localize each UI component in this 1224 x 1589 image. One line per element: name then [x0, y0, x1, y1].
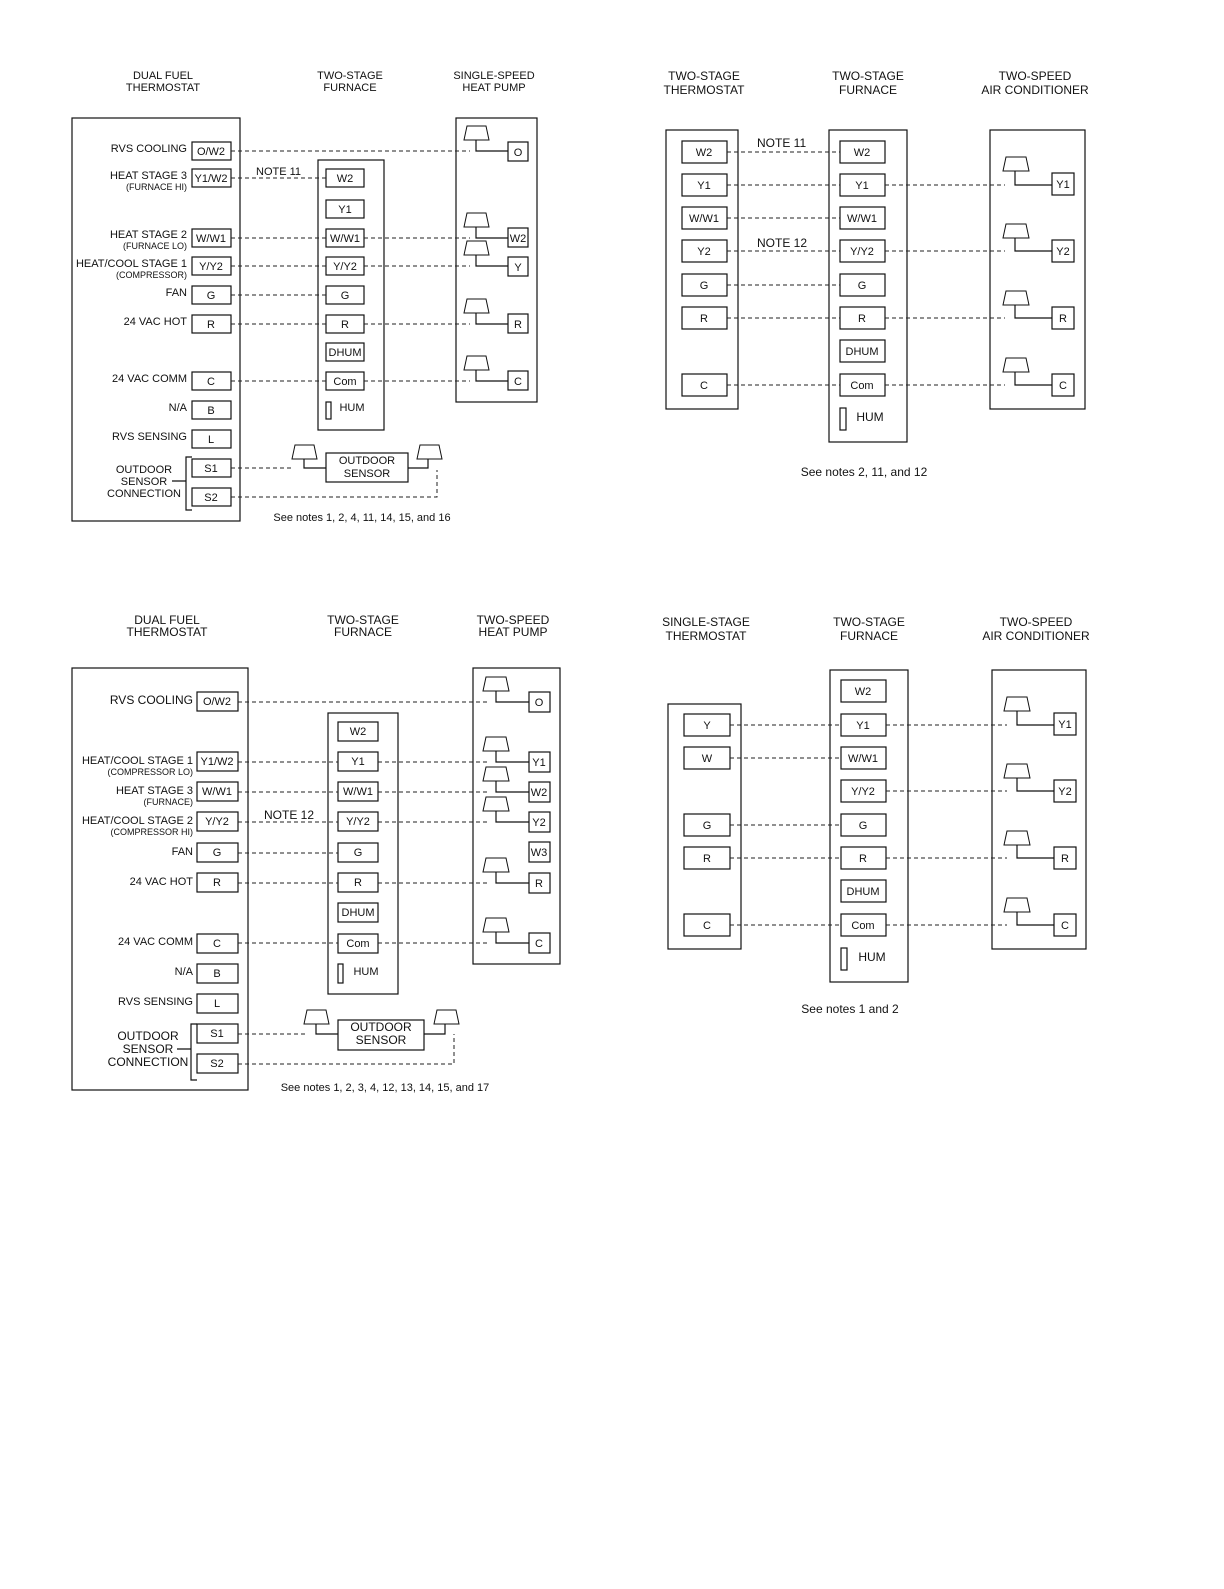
svg-text:R: R	[858, 313, 866, 325]
d1-outdoor-sensor-conn-3: CONNECTION	[107, 488, 181, 500]
svg-text:W2: W2	[336, 173, 354, 185]
svg-text:G: G	[340, 290, 350, 302]
d3-label-na: N/A	[174, 966, 193, 978]
d3-sublabel-furnace: (FURNACE)	[143, 797, 193, 807]
svg-text:Y2: Y2	[697, 246, 711, 258]
d3-connector-r	[483, 858, 529, 883]
d3-thermostat-terminal-c	[197, 934, 238, 953]
d1-furnace-title-1: TWO-STAGE	[317, 70, 383, 82]
d1-furnace-terminal-ww1	[326, 229, 364, 247]
svg-text:G: G	[353, 847, 363, 859]
d2-thermostat-title-2: THERMOSTAT	[663, 83, 745, 97]
svg-text:W/W1: W/W1	[330, 233, 360, 245]
d3-label-fan: FAN	[171, 846, 193, 858]
d2-thermostat-terminal-ww1	[682, 207, 727, 229]
d2-hum-terminal-bar	[840, 408, 846, 430]
d3-sensor-connector-right	[424, 1010, 459, 1034]
svg-text:Y: Y	[703, 720, 711, 732]
svg-text:C: C	[207, 376, 215, 388]
svg-text:DHUM: DHUM	[846, 886, 880, 898]
d2-furnace-terminal-r	[840, 307, 885, 329]
svg-text:Com: Com	[850, 380, 874, 392]
d3-note-12: NOTE 12	[264, 808, 315, 822]
d2-furnace-terminal-yy2	[840, 240, 885, 262]
d2-furnace-terminal-com	[840, 374, 885, 396]
d3-sublabel-compressor-lo: (COMPRESSOR LO)	[107, 767, 193, 777]
d2-notes-text: See notes 2, 11, and 12	[800, 465, 928, 479]
d4-thermostat-terminal-w	[684, 747, 730, 769]
d3-connector-w2	[483, 767, 529, 792]
d3-furnace-title-1: TWO-STAGE	[327, 613, 399, 627]
d2-note-11: NOTE 11	[757, 136, 807, 150]
svg-text:Y1: Y1	[351, 756, 365, 768]
svg-text:G: G	[702, 820, 712, 832]
d3-thermostat-terminal-s2	[197, 1054, 238, 1073]
d1-sublabel-furnace-lo: (FURNACE LO)	[122, 241, 187, 251]
d3-outdoor-sensor-text-1: OUTDOOR	[350, 1020, 412, 1034]
d3-label-heat-cool-stage-2: HEAT/COOL STAGE 2	[81, 815, 193, 827]
d4-furnace-title-1: TWO-STAGE	[833, 615, 905, 629]
svg-text:Y1: Y1	[1058, 719, 1072, 731]
d3-furnace-terminal-ww1	[338, 782, 378, 801]
d1-outdoor-terminal-c	[508, 371, 528, 390]
d1-outdoor-terminal-r	[508, 314, 528, 333]
d4-outdoor-terminal-y1	[1054, 713, 1076, 735]
d1-note-11: NOTE 11	[256, 166, 302, 178]
svg-text:Y1/W2: Y1/W2	[194, 173, 228, 185]
svg-text:Y1: Y1	[697, 180, 711, 192]
d4-hum-label: HUM	[858, 950, 886, 964]
svg-text:O/W2: O/W2	[202, 696, 232, 708]
d1-label-heat-stage-2: HEAT STAGE 2	[109, 229, 187, 241]
d3-connector-o	[483, 677, 529, 702]
svg-text:S2: S2	[204, 492, 218, 504]
d1-label-24vac-comm: 24 VAC COMM	[112, 373, 187, 385]
d4-furnace-terminal-yy2	[841, 780, 886, 802]
svg-text:W2: W2	[853, 147, 871, 159]
d3-label-heat-cool-stage-1: HEAT/COOL STAGE 1	[81, 755, 193, 767]
d2-outdoor-terminal-c	[1052, 374, 1074, 396]
svg-text:W/W1: W/W1	[196, 233, 226, 245]
svg-text:R: R	[354, 877, 362, 889]
svg-text:W3: W3	[530, 847, 548, 859]
diagram-single-stage-thermostat-ac	[662, 615, 1090, 1016]
svg-text:Com: Com	[346, 938, 370, 950]
d2-furnace-terminal-g	[840, 274, 885, 296]
svg-text:Com: Com	[851, 920, 875, 932]
diagram-dual-fuel-two-speed-hp	[72, 613, 560, 1094]
svg-text:C: C	[535, 938, 543, 950]
d4-furnace-terminal-com	[841, 914, 886, 936]
svg-text:DHUM: DHUM	[341, 907, 375, 919]
d4-thermostat-terminal-c	[684, 914, 730, 936]
d3-label-rvs-sensing: RVS SENSING	[118, 996, 193, 1008]
svg-text:W/W1: W/W1	[847, 213, 877, 225]
svg-text:C: C	[700, 380, 708, 392]
d1-connector-w2	[464, 213, 508, 238]
d1-thermostat-terminal-r	[192, 315, 231, 333]
d1-outdoor-title-2: HEAT PUMP	[462, 82, 526, 94]
svg-text:W2: W2	[349, 726, 367, 738]
d4-thermostat-terminal-y	[684, 714, 730, 736]
d1-hum-terminal-bar	[326, 402, 331, 419]
d3-label-heat-stage-3: HEAT STAGE 3	[115, 785, 193, 797]
d1-hum-label: HUM	[339, 402, 365, 414]
d1-furnace-terminal-r	[326, 315, 364, 333]
d3-notes-text: See notes 1, 2, 3, 4, 12, 13, 14, 15, and 17	[280, 1082, 490, 1094]
d2-outdoor-terminal-r	[1052, 307, 1074, 329]
d3-outdoor-terminal-o	[529, 692, 550, 712]
svg-text:Y1/W2: Y1/W2	[200, 756, 234, 768]
svg-text:R: R	[341, 319, 349, 331]
d1-label-na: N/A	[168, 402, 187, 414]
d4-outdoor-terminal-r	[1054, 847, 1076, 869]
d1-outdoor-title-1: SINGLE-SPEED	[453, 70, 535, 82]
d2-furnace-terminal-w2	[840, 141, 885, 163]
d1-furnace-terminal-g	[326, 286, 364, 304]
svg-text:L: L	[207, 434, 215, 446]
svg-text:G: G	[212, 847, 222, 859]
d3-thermostat-terminal-ww1	[197, 782, 238, 801]
diagram-two-stage-thermostat-ac	[664, 69, 1089, 479]
d3-sensor-connector-left	[304, 1010, 338, 1034]
d2-thermostat-terminal-g	[682, 274, 727, 296]
d3-thermostat-terminal-yy2	[197, 812, 238, 831]
d4-furnace-terminal-ww1	[841, 747, 886, 769]
d4-outdoor-title-2: AIR CONDITIONER	[982, 629, 1090, 643]
d4-furnace-terminal-dhum	[841, 880, 886, 902]
svg-text:R: R	[1059, 313, 1067, 325]
d4-thermostat-title-1: SINGLE-STAGE	[662, 615, 750, 629]
d1-label-rvs-sensing: RVS SENSING	[112, 431, 187, 443]
d2-outdoor-title-1: TWO-SPEED	[998, 69, 1072, 83]
svg-text:O: O	[513, 147, 523, 159]
d2-hum-label: HUM	[856, 410, 884, 424]
d3-outdoor-title-1: TWO-SPEED	[476, 613, 550, 627]
d1-furnace-title-2: FURNACE	[323, 82, 377, 94]
svg-text:Y1: Y1	[856, 720, 870, 732]
svg-text:Y1: Y1	[532, 757, 546, 769]
svg-text:Y1: Y1	[1056, 179, 1070, 191]
d4-furnace-terminal-g	[841, 814, 886, 836]
d3-furnace-terminal-dhum	[338, 903, 378, 922]
svg-text:G: G	[857, 280, 867, 292]
svg-text:R: R	[207, 319, 215, 331]
d2-note-12: NOTE 12	[757, 236, 808, 250]
d1-sensor-connector-left	[292, 445, 326, 468]
svg-text:Y/Y2: Y/Y2	[851, 786, 875, 798]
d1-outdoor-sensor-conn-1: OUTDOOR	[115, 464, 173, 476]
svg-text:W2: W2	[854, 686, 872, 698]
d4-connector-c	[1004, 898, 1054, 925]
d1-thermostat-terminal-y1w2	[192, 169, 231, 187]
d2-thermostat-terminal-c	[682, 374, 727, 396]
d4-connector-r	[1004, 831, 1054, 858]
svg-text:W/W1: W/W1	[343, 786, 373, 798]
svg-text:B: B	[213, 968, 221, 980]
d1-furnace-terminal-dhum	[326, 343, 364, 361]
d4-hum-terminal-bar	[841, 948, 847, 970]
d1-thermostat-terminal-l	[192, 430, 231, 448]
d1-furnace-terminal-w2	[326, 169, 364, 187]
svg-text:Y/Y2: Y/Y2	[205, 816, 229, 828]
d1-sublabel-compressor: (COMPRESSOR)	[115, 270, 187, 280]
d2-connector-r	[1003, 291, 1052, 318]
svg-text:W2: W2	[695, 147, 713, 159]
svg-text:R: R	[703, 853, 711, 865]
svg-text:G: G	[206, 290, 216, 302]
d3-furnace-terminal-w2	[338, 722, 378, 741]
svg-text:R: R	[1061, 853, 1069, 865]
d1-outdoor-sensor-conn-2: SENSOR	[120, 476, 168, 488]
d3-thermostat-terminal-b	[197, 964, 238, 983]
d1-sensor-connector-right	[408, 445, 442, 468]
svg-text:W: W	[701, 753, 713, 765]
d3-thermostat-terminal-r	[197, 873, 238, 892]
d3-thermostat-terminal-y1w2	[197, 752, 238, 771]
svg-text:C: C	[703, 920, 711, 932]
d2-thermostat-title-1: TWO-STAGE	[668, 69, 740, 83]
d4-furnace-terminal-y1	[841, 714, 886, 736]
svg-text:R: R	[535, 878, 543, 890]
svg-text:Y/Y2: Y/Y2	[199, 261, 223, 273]
svg-text:G: G	[858, 820, 868, 832]
d1-connector-r	[464, 299, 508, 324]
svg-text:Y: Y	[514, 262, 522, 274]
d3-hum-terminal-bar	[338, 964, 343, 983]
d3-thermostat-terminal-s1	[197, 1024, 238, 1043]
svg-text:Com: Com	[333, 376, 357, 388]
diagram-dual-fuel-single-speed-hp	[72, 70, 537, 524]
d2-furnace-title-1: TWO-STAGE	[832, 69, 904, 83]
d1-thermostat-terminal-c	[192, 372, 231, 390]
svg-text:C: C	[1061, 920, 1069, 932]
svg-text:W/W1: W/W1	[689, 213, 719, 225]
d3-outdoor-terminal-w3	[529, 842, 550, 862]
d4-thermostat-title-2: THERMOSTAT	[665, 629, 747, 643]
d1-label-rvs-cooling: RVS COOLING	[110, 143, 187, 155]
d3-outdoor-sensor-conn-2: SENSOR	[122, 1042, 174, 1056]
svg-text:Y2: Y2	[532, 817, 546, 829]
svg-text:O: O	[534, 697, 544, 709]
d3-hum-label: HUM	[353, 966, 379, 978]
d3-outdoor-terminal-c	[529, 933, 550, 953]
svg-text:Y/Y2: Y/Y2	[346, 816, 370, 828]
svg-text:Y/Y2: Y/Y2	[850, 246, 874, 258]
d1-thermostat-terminal-s2	[192, 488, 231, 506]
d2-thermostat-terminal-r	[682, 307, 727, 329]
d1-thermostat-terminal-g	[192, 286, 231, 304]
d3-thermostat-terminal-ow2	[197, 692, 238, 711]
d1-furnace-terminal-yy2	[326, 257, 364, 275]
d1-sublabel-furnace-hi: (FURNACE HI)	[126, 182, 187, 192]
d3-thermostat-terminal-g	[197, 843, 238, 862]
d1-connector-o	[464, 126, 508, 151]
d3-outdoor-terminal-w2	[529, 782, 550, 802]
d2-thermostat-terminal-y1	[682, 174, 727, 196]
d4-outdoor-terminal-y2	[1054, 780, 1076, 802]
d2-thermostat-panel	[666, 130, 738, 409]
svg-text:R: R	[213, 877, 221, 889]
d1-notes-text: See notes 1, 2, 4, 11, 14, 15, and 16	[273, 512, 451, 524]
d4-thermostat-terminal-g	[684, 814, 730, 836]
svg-text:C: C	[213, 938, 221, 950]
d2-outdoor-terminal-y1	[1052, 173, 1074, 195]
svg-text:R: R	[700, 313, 708, 325]
d3-outdoor-terminal-y1	[529, 752, 550, 772]
svg-text:Y1: Y1	[855, 180, 869, 192]
d1-outdoor-sensor-text-2: SENSOR	[343, 468, 391, 480]
d1-furnace-terminal-com	[326, 372, 364, 390]
d1-thermostat-terminal-ww1	[192, 229, 231, 247]
d2-connector-c	[1003, 358, 1052, 385]
d1-label-heat-cool-stage-1: HEAT/COOL STAGE 1	[75, 258, 187, 270]
d4-outdoor-terminal-c	[1054, 914, 1076, 936]
svg-text:C: C	[1059, 380, 1067, 392]
d1-label-heat-stage-3: HEAT STAGE 3	[109, 170, 187, 182]
d3-thermostat-title-1: DUAL FUEL	[134, 613, 200, 627]
d3-outdoor-title-2: HEAT PUMP	[478, 625, 548, 639]
d3-furnace-terminal-g	[338, 843, 378, 862]
d2-thermostat-terminal-y2	[682, 240, 727, 262]
d3-label-24vac-hot: 24 VAC HOT	[129, 876, 193, 888]
d2-connector-y1	[1003, 157, 1052, 185]
svg-text:S2: S2	[210, 1058, 224, 1070]
d3-label-24vac-comm: 24 VAC COMM	[118, 936, 193, 948]
d1-outdoor-terminal-o	[508, 142, 528, 161]
svg-text:DHUM: DHUM	[845, 346, 879, 358]
svg-text:R: R	[514, 319, 522, 331]
d1-outdoor-terminal-w2	[508, 228, 528, 247]
d1-outdoor-terminal-y	[508, 257, 528, 276]
d1-thermostat-terminal-b	[192, 401, 231, 419]
d2-furnace-terminal-ww1	[840, 207, 885, 229]
svg-text:W2: W2	[509, 233, 527, 245]
svg-text:S1: S1	[204, 463, 218, 475]
svg-text:Y2: Y2	[1056, 246, 1070, 258]
svg-text:W/W1: W/W1	[848, 753, 878, 765]
d3-outdoor-sensor-conn-1: OUTDOOR	[117, 1029, 179, 1043]
d4-outdoor-title-1: TWO-SPEED	[999, 615, 1073, 629]
d4-connector-y1	[1004, 697, 1054, 725]
d3-label-rvs-cooling: RVS COOLING	[109, 693, 193, 707]
d2-connector-y2	[1003, 224, 1052, 251]
d1-thermostat-terminal-s1	[192, 459, 231, 477]
d4-furnace-terminal-w2	[841, 680, 886, 702]
d3-furnace-terminal-r	[338, 873, 378, 892]
d4-furnace-title-2: FURNACE	[839, 629, 899, 643]
svg-text:L: L	[213, 998, 221, 1010]
svg-text:Y2: Y2	[1058, 786, 1072, 798]
svg-text:R: R	[859, 853, 867, 865]
d3-sublabel-compressor-hi: (COMPRESSOR HI)	[110, 827, 193, 837]
d2-furnace-terminal-dhum	[840, 340, 885, 362]
d1-thermostat-terminal-ow2	[192, 142, 231, 160]
d2-outdoor-terminal-y2	[1052, 240, 1074, 262]
d3-outdoor-terminal-r	[529, 873, 550, 893]
d3-thermostat-terminal-l	[197, 994, 238, 1013]
d1-thermostat-terminal-yy2	[192, 257, 231, 275]
d4-furnace-terminal-r	[841, 847, 886, 869]
svg-text:B: B	[207, 405, 215, 417]
d2-furnace-terminal-y1	[840, 174, 885, 196]
svg-text:Y/Y2: Y/Y2	[333, 261, 357, 273]
d3-furnace-terminal-y1	[338, 752, 378, 771]
d4-thermostat-terminal-r	[684, 847, 730, 869]
d3-outdoor-sensor-text-2: SENSOR	[355, 1033, 407, 1047]
d1-sensor-bracket	[172, 457, 192, 510]
svg-text:W/W1: W/W1	[202, 786, 232, 798]
d1-thermostat-title-2: THERMOSTAT	[125, 82, 201, 94]
d4-connector-y2	[1004, 764, 1054, 791]
svg-text:DHUM: DHUM	[328, 347, 362, 359]
d4-notes-text: See notes 1 and 2	[801, 1002, 899, 1016]
d1-thermostat-title-1: DUAL FUEL	[132, 70, 194, 82]
svg-text:W2: W2	[530, 787, 548, 799]
d3-connector-c	[483, 918, 529, 943]
d3-connector-y1	[483, 737, 529, 762]
d1-furnace-terminal-y1	[326, 200, 364, 218]
d2-furnace-title-2: FURNACE	[838, 83, 898, 97]
d1-connector-c	[464, 356, 508, 381]
d2-outdoor-title-2: AIR CONDITIONER	[981, 83, 1089, 97]
d3-connector-y2	[483, 797, 529, 822]
svg-text:O/W2: O/W2	[196, 146, 226, 158]
d3-outdoor-sensor-conn-3: CONNECTION	[107, 1055, 189, 1069]
d1-outdoor-sensor-text-1: OUTDOOR	[338, 455, 396, 467]
svg-text:G: G	[699, 280, 709, 292]
d2-thermostat-terminal-w2	[682, 141, 727, 163]
svg-text:S1: S1	[210, 1028, 224, 1040]
svg-text:C: C	[514, 376, 522, 388]
d1-label-24vac-hot: 24 VAC HOT	[123, 316, 187, 328]
svg-text:Y1: Y1	[338, 204, 352, 216]
d3-furnace-title-2: FURNACE	[333, 625, 393, 639]
d3-sensor-bracket	[177, 1024, 197, 1080]
d3-furnace-terminal-yy2	[338, 812, 378, 831]
d3-furnace-terminal-com	[338, 934, 378, 953]
d1-connector-y	[464, 241, 508, 266]
d3-thermostat-title-2: THERMOSTAT	[126, 625, 208, 639]
d3-outdoor-terminal-y2	[529, 812, 550, 832]
d1-label-fan: FAN	[165, 287, 187, 299]
